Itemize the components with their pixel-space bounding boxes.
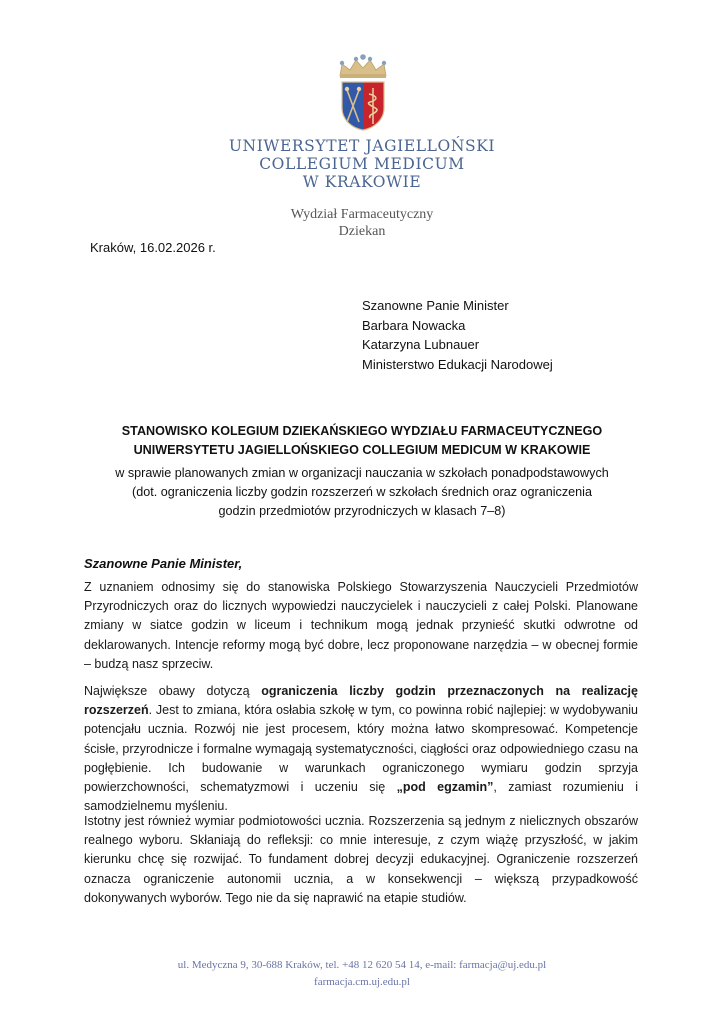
- place-date: Kraków, 16.02.2026 r.: [90, 240, 216, 255]
- office-name: Dziekan: [338, 224, 386, 239]
- paragraph-1: Z uznaniem odnosimy się do stanowiska Polskiego Stowarzyszenia Nauczycieli Przedmiotów Przyrodniczych oraz do licznych wypowiedzi nauczycielek i nauczycieli z całej Polski. Planowane zmiany w siatce godzin w liceum i technikum mogą jednak przynieść skutki odwrotne od deklarowanych. Intencje reformy mogą być dobre, lecz proponowane narzędzia – w obecnej formie – budzą nasz sprzeciw.: [84, 580, 638, 671]
- recipient-line: Szanowne Panie Minister: [362, 298, 509, 313]
- paragraph-2-intro: Największe obawy dotyczą: [84, 684, 262, 698]
- paragraph-2-quote: „pod egzamin”: [396, 780, 494, 795]
- salutation: Szanowne Panie Minister,: [84, 556, 243, 571]
- paragraph-2-ending: , zamiast rozumieniu i samodzielnemu myśleniu.: [84, 780, 638, 814]
- shield-icon: [342, 82, 384, 130]
- institution-name-line-1: UNIWERSYTET JAGIELLOŃSKI: [228, 137, 496, 155]
- paragraph-3: Istotny jest również wymiar podmiotowości ucznia. Rozszerzenia są jednym z nielicznych obszarów realnego wyboru. Skłaniają do refleksji: co mnie interesuje, z czym wiążę przyszłość, w jakim kierunku chcę się rozwijać. To fundament dobrej decyzji edukacyjnej. Ograniczenie rozszerzeń oznacza ograniczenie autonomii ucznia, a w konsekwencji – większą przypadkowość dokonywanych wyborów. Tego nie da się naprawić na etapie studiów.: [84, 814, 638, 905]
- recipient-block: [362, 296, 553, 374]
- document-subtitle: [0, 464, 724, 521]
- title-line: UNIWERSYTETU JAGIELLOŃSKIEGO COLLEGIUM MEDICUM W KRAKOWIE: [133, 443, 591, 457]
- recipient-line: Ministerstwo Edukacji Narodowej: [362, 356, 553, 372]
- faculty-name: Wydział Farmaceutyczny: [290, 207, 434, 222]
- footer-website: farmacja.cm.uj.edu.pl: [314, 976, 410, 988]
- crown-icon: [340, 54, 386, 78]
- university-crest-icon: [334, 52, 392, 132]
- paragraph-2-emphasis: ograniczenia liczby godzin przeznaczonych na realizację rozszerzeń: [84, 684, 638, 718]
- paragraph-2-body: . Jest to zmiana, która osłabia szkołę w tym, co powinna robić najlepiej: w wydobywaniu potencjału ucznia. Rozwój nie jest procesem, który można łatwo skompresować. Kompetencje ścisłe, przyrodnicze i formalne wymagają systematyczności, ciągłości oraz odpowiedniego czasu na pogłębienie. Ich budowanie w warunkach ograniczonego wymiaru godzin sprzyja powierzchowności, schematyzmowi i uczeniu się: [84, 703, 638, 795]
- recipient-line: Barbara Nowacka: [362, 317, 466, 333]
- title-line: STANOWISKO KOLEGIUM DZIEKAŃSKIEGO WYDZIAŁU FARMACEUTYCZNEGO: [121, 424, 603, 438]
- subtitle-line: (dot. ograniczenia liczby godzin rozszerzeń w szkołach średnich oraz ograniczenia: [132, 485, 592, 499]
- institution-name-line-2: COLLEGIUM MEDICUM: [259, 155, 465, 173]
- paragraph-2: [84, 682, 638, 816]
- institution-name-line-3: W KRAKOWIE: [302, 173, 422, 191]
- subtitle-line: w sprawie planowanych zmian w organizacji nauczania w szkołach ponadpodstawowych: [115, 466, 609, 480]
- document-title: [0, 422, 724, 460]
- recipient-line: Katarzyna Lubnauer: [362, 337, 480, 352]
- footer-address: ul. Medyczna 9, 30-688 Kraków, tel. +48 12 620 54 14, e-mail: farmacja@uj.edu.pl: [177, 959, 547, 971]
- subtitle-line: godzin przedmiotów przyrodniczych w klasach 7–8): [218, 504, 506, 518]
